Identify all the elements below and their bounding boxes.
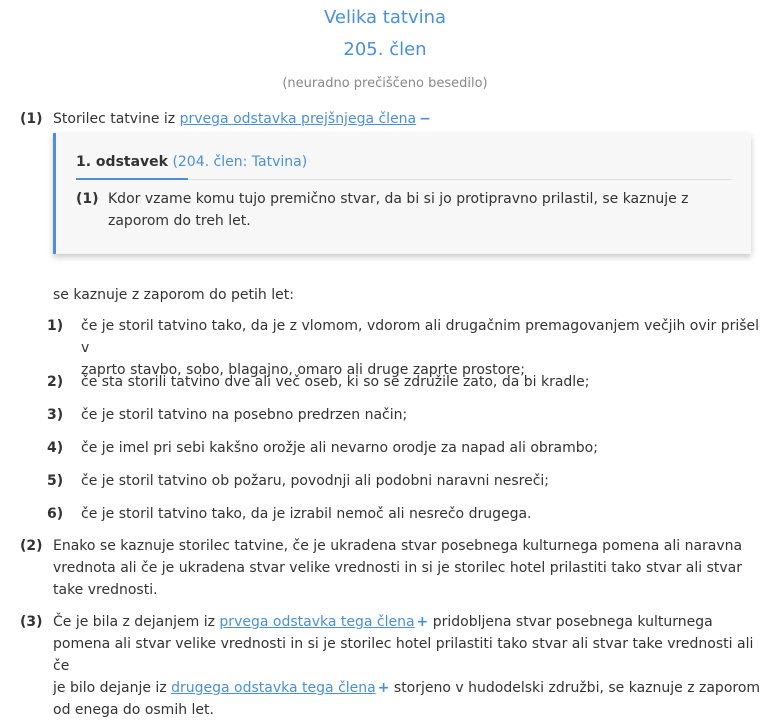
paragraph-line: take vrednosti. [53, 582, 158, 598]
list-item: če sta storili tatvino dve ali več oseb, ki so se združile zato, da bi kradle; [81, 374, 590, 390]
paragraph-line: Enako se kaznuje storilec tatvine, če je ukradena stvar posebnega kulturnega pomena ali naravna [53, 538, 743, 554]
paragraph-line [53, 677, 770, 699]
minus-icon[interactable]: − [419, 111, 431, 127]
link-previous-article-paragraph-1[interactable]: prvega odstavka prejšnjega člena [179, 111, 417, 127]
item-number: 1) [47, 318, 64, 334]
quote-reference: (204. člen: Tatvina) [172, 154, 308, 170]
paragraph-line: vrednota ali če je ukradena stvar velike vrednosti in si je storilec hotel prilastiti tako stvar ali stvar [53, 560, 743, 576]
paragraph-text: storjeno v hudodelski združbi, se kaznuje z zaporom [389, 680, 761, 696]
quote-paragraph-number: (1) [76, 191, 99, 207]
list-item: če je imel pri sebi kakšno orožje ali nevarno orodje za napad ali obrambo; [81, 440, 598, 456]
item-number: 5) [47, 473, 64, 489]
list-item: če je storil tatvino ob požaru, povodnji ali podobni naravni nesreči; [81, 473, 550, 489]
quote-line: Kdor vzame komu tujo premično stvar, da bi si jo protipravno prilastil, se kaznuje z [108, 191, 689, 207]
paragraph-line [53, 611, 770, 633]
item-number: 3) [47, 407, 64, 423]
item-line: zaprto stavbo, sobo, blagajno, omaro ali druge zaprte prostore; [81, 362, 526, 378]
paragraph-number: (2) [20, 538, 43, 554]
paragraph-text: Če je bila z dejanjem iz [53, 614, 220, 630]
paragraph-1-text [53, 108, 431, 130]
item-line: če je storil tatvino tako, da je z vlomom, vdorom ali drugačnim premagovanjem večjih ovir prišel v [81, 318, 760, 356]
paragraph-text: je bilo dejanje iz [53, 680, 172, 696]
item-number: 2) [47, 374, 64, 390]
paragraph-number: (1) [20, 111, 43, 127]
link-second-paragraph[interactable]: drugega odstavka tega člena [171, 680, 376, 696]
paragraph-text: pridobljena stvar posebnega kulturnega [428, 614, 713, 630]
quote-heading [76, 154, 307, 170]
item-number: 4) [47, 440, 64, 456]
item-number: 6) [47, 506, 64, 522]
page-title: Velika tatvina [323, 7, 447, 28]
paragraph-number: (3) [20, 614, 43, 630]
paragraph-line: od enega do osmih let. [53, 702, 214, 718]
plus-icon[interactable]: + [377, 680, 390, 696]
quote-line: zaporom do treh let. [108, 213, 251, 229]
paragraph-line: pomena ali stvar velike vrednosti in si je storilec hotel prilastiti tako stvar ali stvar take vrednosti ali če [53, 636, 754, 674]
paragraph-3-text [53, 611, 770, 721]
plus-icon[interactable]: + [416, 614, 429, 630]
list-item: če je storil tatvino na posebno predrzen način; [81, 407, 408, 423]
paragraph-2-text [53, 535, 742, 601]
quote-heading-label: 1. odstavek [76, 154, 168, 170]
quote-text [108, 188, 689, 232]
paragraph-text: Storilec tatvine iz [53, 111, 180, 127]
quoted-paragraph-box [53, 133, 751, 254]
article-number: 205. člen [343, 39, 427, 60]
page-subtitle: (neuradno prečiščeno besedilo) [282, 76, 488, 91]
list-item: če je storil tatvino tako, da je izrabil nemoč ali nesrečo drugega. [81, 506, 532, 522]
heading-underline [76, 178, 188, 180]
link-first-paragraph[interactable]: prvega odstavka tega člena [219, 614, 415, 630]
penalty-intro: se kaznuje z zaporom do petih let: [53, 287, 294, 303]
